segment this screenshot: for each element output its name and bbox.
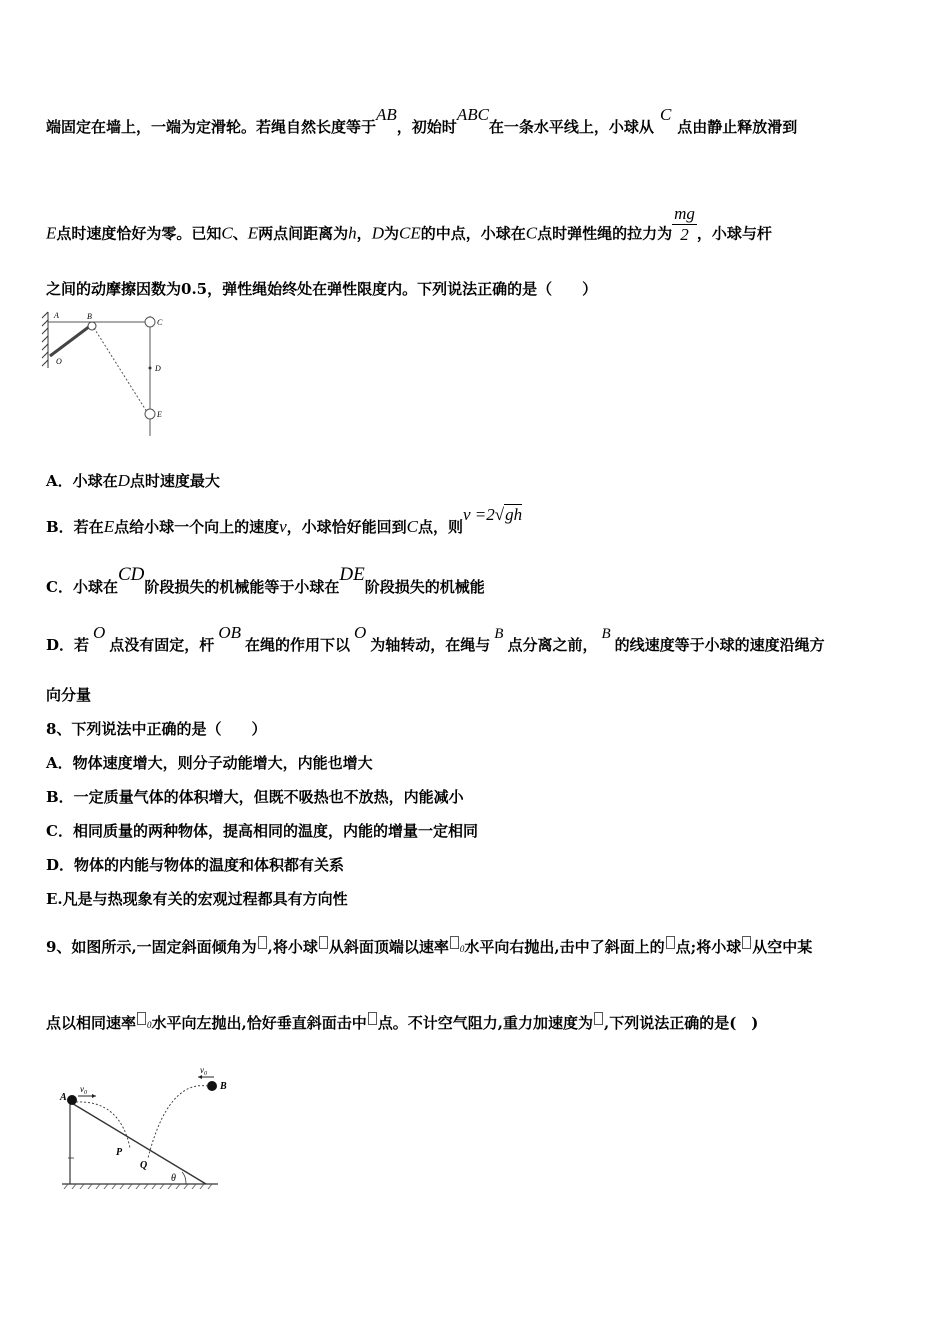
q8-stem xyxy=(46,718,266,739)
q7-option-d xyxy=(46,623,825,655)
ball-B xyxy=(207,1081,217,1091)
q7-text: ， xyxy=(356,224,372,243)
incline-surface xyxy=(70,1102,206,1184)
math-B: B xyxy=(494,626,504,642)
q8-option-a xyxy=(46,752,373,773)
option-text: 在绳的作用下以 xyxy=(244,636,350,654)
option-text: 阶段损失的机械能 xyxy=(364,578,485,596)
option-text: 向分量 xyxy=(46,686,92,704)
subscript-0: 0 xyxy=(147,1020,152,1030)
ball-at-E xyxy=(145,409,155,419)
sqrt-radicand: gh xyxy=(505,505,523,524)
math-D: D xyxy=(371,223,384,243)
math-DE: DE xyxy=(339,564,365,585)
option-text: C．小球在 xyxy=(46,578,118,596)
label-A: A xyxy=(60,1092,67,1103)
q7-text: ，初始时 xyxy=(396,118,457,136)
math-v-equation: v =2√gh xyxy=(463,505,523,524)
label-E: E xyxy=(157,410,162,419)
fraction-mg-over-2 xyxy=(672,204,697,245)
option-text: ，小球恰好能回到 xyxy=(286,518,407,536)
option-text: 点时速度最大 xyxy=(129,472,220,490)
q7-option-c xyxy=(46,564,485,598)
option-text: E.凡是与热现象有关的宏观过程都具有方向性 xyxy=(46,890,348,908)
label-theta: θ xyxy=(171,1173,176,1184)
label-O: O xyxy=(56,357,62,366)
math-h: h xyxy=(348,223,357,243)
missing-symbol-box xyxy=(450,936,459,949)
math-D: D xyxy=(117,471,130,490)
fraction-denominator: 2 xyxy=(680,225,689,244)
q7-text: 点时弹性绳的拉力为 xyxy=(537,224,673,243)
q7-text: 两点间距离为 xyxy=(258,224,349,243)
math-E: E xyxy=(46,223,57,243)
wall-hatch xyxy=(42,312,48,368)
trajectory-B xyxy=(148,1086,208,1158)
math-ABC: ABC xyxy=(456,105,489,124)
q9-text: 从空中某 xyxy=(752,938,813,956)
q9-figure-incline-projectile xyxy=(58,1060,238,1195)
q9-text: 点。不计空气阻力,重力加速度为 xyxy=(377,1014,593,1032)
q8-option-b xyxy=(46,786,464,807)
angle-arc xyxy=(182,1172,186,1184)
ball-A xyxy=(67,1095,77,1105)
q7-option-b xyxy=(46,505,523,537)
q7-text: 端固定在墙上，一端为定滑轮。若绳自然长度等于 xyxy=(46,118,377,136)
label-C: C xyxy=(157,318,163,327)
option-text: 阶段损失的机械能等于小球在 xyxy=(144,578,340,596)
q9-line-2 xyxy=(46,1012,758,1033)
math-OB: OB xyxy=(218,623,241,642)
q8-option-c xyxy=(46,820,478,841)
q8-option-d xyxy=(46,854,344,875)
option-text: A．小球在 xyxy=(46,472,118,490)
option-text: D．物体的内能与物体的温度和体积都有关系 xyxy=(46,856,345,874)
q7-text: 的中点，小球在 xyxy=(420,224,526,243)
q9-text: ,下列说法正确的是( ) xyxy=(603,1014,759,1032)
option-text: 点没有固定，杆 xyxy=(109,636,215,654)
arrowhead-A xyxy=(92,1094,96,1098)
missing-symbol-box xyxy=(594,1012,603,1025)
math-C: C xyxy=(525,223,538,243)
fraction-numerator: mg xyxy=(674,204,695,223)
q7-line-2 xyxy=(46,204,772,255)
label-D: D xyxy=(155,364,161,373)
point-D xyxy=(149,367,152,370)
option-text: 点给小球一个向上的速度 xyxy=(114,518,280,536)
rope-BE xyxy=(94,328,147,412)
arrowhead-B xyxy=(198,1075,202,1079)
missing-symbol-box xyxy=(368,1012,377,1025)
subscript-0: 0 xyxy=(459,944,465,954)
q9-text: 水平向右抛出,击中了斜面上的 xyxy=(464,938,665,956)
q9-line-1 xyxy=(46,936,812,957)
option-text: B．若在 xyxy=(46,518,104,536)
math-O: O xyxy=(354,623,367,642)
math-C: C xyxy=(406,517,418,536)
ball-at-C xyxy=(145,317,155,327)
rod-OB xyxy=(50,326,90,356)
math-CD: CD xyxy=(117,564,145,585)
math-B: B xyxy=(601,626,611,642)
equation-left: v =2 xyxy=(463,505,495,524)
q7-option-a xyxy=(46,470,220,491)
q7-option-d-cont xyxy=(46,684,91,705)
math-CE: CE xyxy=(398,223,421,243)
option-text: C．相同质量的两种物体，提高相同的温度，内能的增量一定相同 xyxy=(46,822,478,840)
label-B: B xyxy=(87,312,92,321)
q9-text: 从斜面顶端以速率 xyxy=(328,938,449,956)
q9-text: 9、如图所示,一固定斜面倾角为 xyxy=(46,938,257,956)
option-text: 为轴转动，在绳与 xyxy=(370,636,491,654)
trajectory-A xyxy=(76,1102,130,1148)
option-text: D．若 xyxy=(46,636,90,654)
q7-text: 之间的动摩擦因数为0.5，弹性绳始终处在弹性限度内。下列说法正确的是（ ） xyxy=(46,280,598,298)
q7-text: 点由静止释放滑到 xyxy=(677,118,798,136)
option-text: 的线速度等于小球的速度沿绳方 xyxy=(614,636,825,654)
label-v0-B: $v_0$ xyxy=(200,1065,207,1077)
q8-option-e xyxy=(46,888,348,909)
label-A: A xyxy=(54,311,59,320)
label-Q: Q xyxy=(140,1160,148,1171)
math-E: E xyxy=(103,517,115,536)
option-text: 点分离之前， xyxy=(507,636,598,654)
q9-text: ,将小球 xyxy=(267,938,318,956)
q8-stem-text: 8、下列说法中正确的是（ ） xyxy=(46,720,267,738)
q7-line-1 xyxy=(46,105,798,137)
math-AB: AB xyxy=(376,105,397,124)
missing-symbol-box xyxy=(258,936,267,949)
missing-symbol-box xyxy=(137,1012,146,1025)
q9-text: 点以相同速率 xyxy=(46,1014,137,1032)
q7-text: ，小球与杆 xyxy=(696,224,772,243)
ground-hatch xyxy=(64,1184,212,1189)
missing-symbol-box xyxy=(666,936,675,949)
q7-text: 在一条水平线上，小球从 xyxy=(488,118,654,136)
label-v0-A: $v_0$ xyxy=(80,1084,87,1096)
math-O: O xyxy=(93,623,106,642)
math-C: C xyxy=(221,223,233,243)
q7-figure-pulley-diagram xyxy=(40,308,180,438)
q9-text: 点;将小球 xyxy=(675,938,742,956)
q7-text: 为 xyxy=(383,224,399,243)
q7-line-3 xyxy=(46,278,597,299)
q7-text: 点时速度恰好为零。已知 xyxy=(56,224,222,243)
option-text: 点，则 xyxy=(418,518,464,536)
q7-text: 、 xyxy=(232,224,248,243)
option-text: B．一定质量气体的体积增大，但既不吸热也不放热，内能减小 xyxy=(46,788,464,806)
math-C: C xyxy=(659,105,672,124)
missing-symbol-box xyxy=(319,936,328,949)
label-P: P xyxy=(116,1147,123,1158)
q9-text: 水平向左抛出,恰好垂直斜面击中 xyxy=(151,1014,367,1032)
math-v: v xyxy=(279,517,287,536)
math-E: E xyxy=(247,223,259,243)
option-text: A．物体速度增大，则分子动能增大，内能也增大 xyxy=(46,754,373,772)
missing-symbol-box xyxy=(742,936,751,949)
label-B: B xyxy=(220,1081,227,1092)
